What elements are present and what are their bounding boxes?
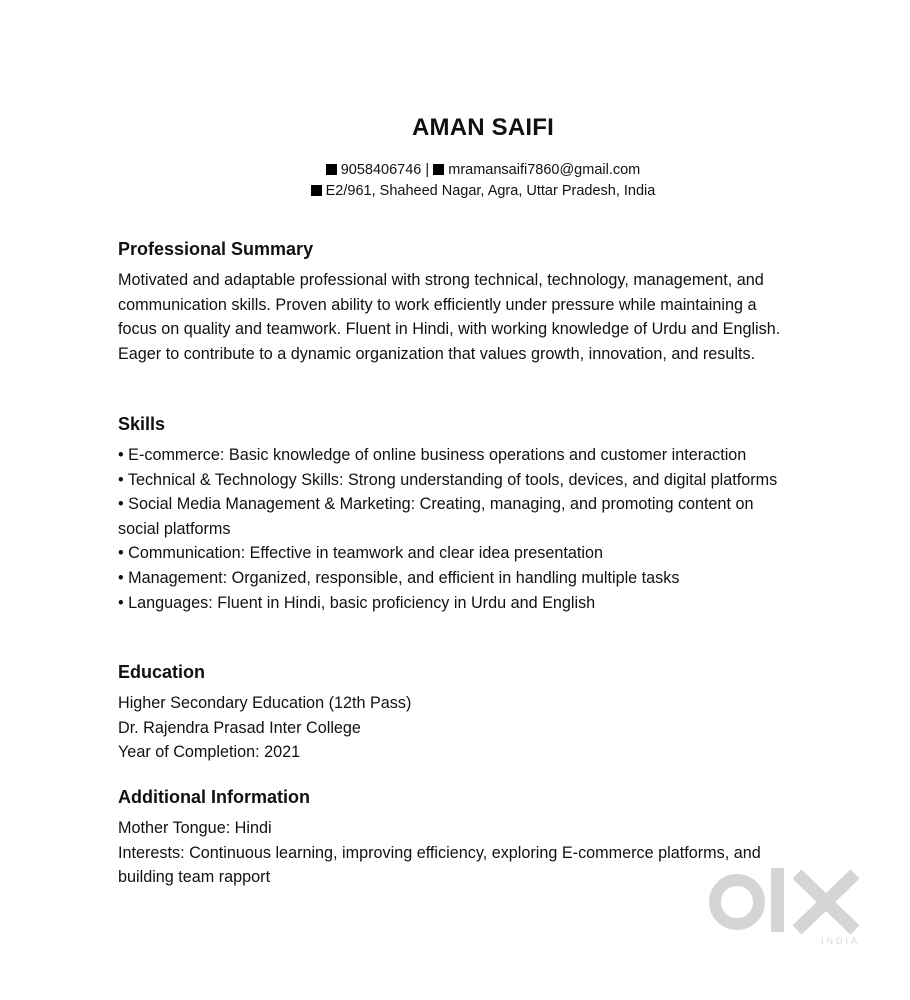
contact-separator: | bbox=[425, 162, 430, 178]
skills-section bbox=[118, 412, 798, 615]
skill-item: • E-commerce: Basic knowledge of online business operations and customer interaction bbox=[118, 446, 747, 464]
section-heading: Skills bbox=[118, 414, 166, 434]
candidate-name: AMAN SAIFI bbox=[412, 114, 554, 141]
section-heading: Additional Information bbox=[118, 787, 310, 807]
education-institution: Dr. Rajendra Prasad Inter College bbox=[118, 718, 361, 737]
phone-icon bbox=[326, 164, 337, 175]
education-section bbox=[118, 660, 798, 765]
olx-watermark-logo bbox=[705, 862, 875, 952]
contact-line-phone-email bbox=[118, 160, 848, 180]
skill-item: • Social Media Management & Marketing: Creating, managing, and promoting content on social platforms bbox=[118, 495, 754, 538]
summary-text: Motivated and adaptable professional with strong technical, technology, management, and communication skills. Proven ability to work efficiently under pressure while maintaining a focus on quality and teamwork. Fluent in Hindi, with working knowledge of Urdu and English. Eager to contribute to a dynamic organization that values growth, innovation, and results. bbox=[118, 271, 781, 363]
skill-item: • Communication: Effective in teamwork and clear idea presentation bbox=[118, 544, 603, 563]
address: E2/961, Shaheed Nagar, Agra, Uttar Pradesh, India bbox=[325, 183, 656, 199]
education-qualification: Higher Secondary Education (12th Pass) bbox=[118, 694, 412, 712]
location-icon bbox=[311, 185, 322, 196]
skill-item: • Languages: Fluent in Hindi, basic proficiency in Urdu and English bbox=[118, 593, 596, 612]
email-address: mramansaifi7860@gmail.com bbox=[448, 162, 641, 178]
interests: Interests: Continuous learning, improving efficiency, exploring E-commerce platforms, and building team rapport bbox=[118, 843, 761, 887]
section-heading: Education bbox=[118, 662, 206, 682]
mother-tongue: Mother Tongue: Hindi bbox=[118, 819, 272, 837]
skill-item: • Technical & Technology Skills: Strong understanding of tools, devices, and digital platforms bbox=[118, 470, 778, 489]
email-icon bbox=[433, 164, 444, 175]
contact-line-address bbox=[118, 181, 848, 201]
olx-logo-icon bbox=[705, 862, 875, 952]
professional-summary-section bbox=[118, 237, 798, 366]
phone-number: 9058406746 bbox=[340, 162, 422, 178]
skill-item: • Management: Organized, responsible, and efficient in handling multiple tasks bbox=[118, 568, 680, 587]
olx-india-label: INDIA bbox=[821, 936, 861, 946]
section-heading: Professional Summary bbox=[118, 239, 314, 259]
education-year: Year of Completion: 2021 bbox=[118, 743, 301, 762]
additional-information-section bbox=[118, 785, 798, 890]
